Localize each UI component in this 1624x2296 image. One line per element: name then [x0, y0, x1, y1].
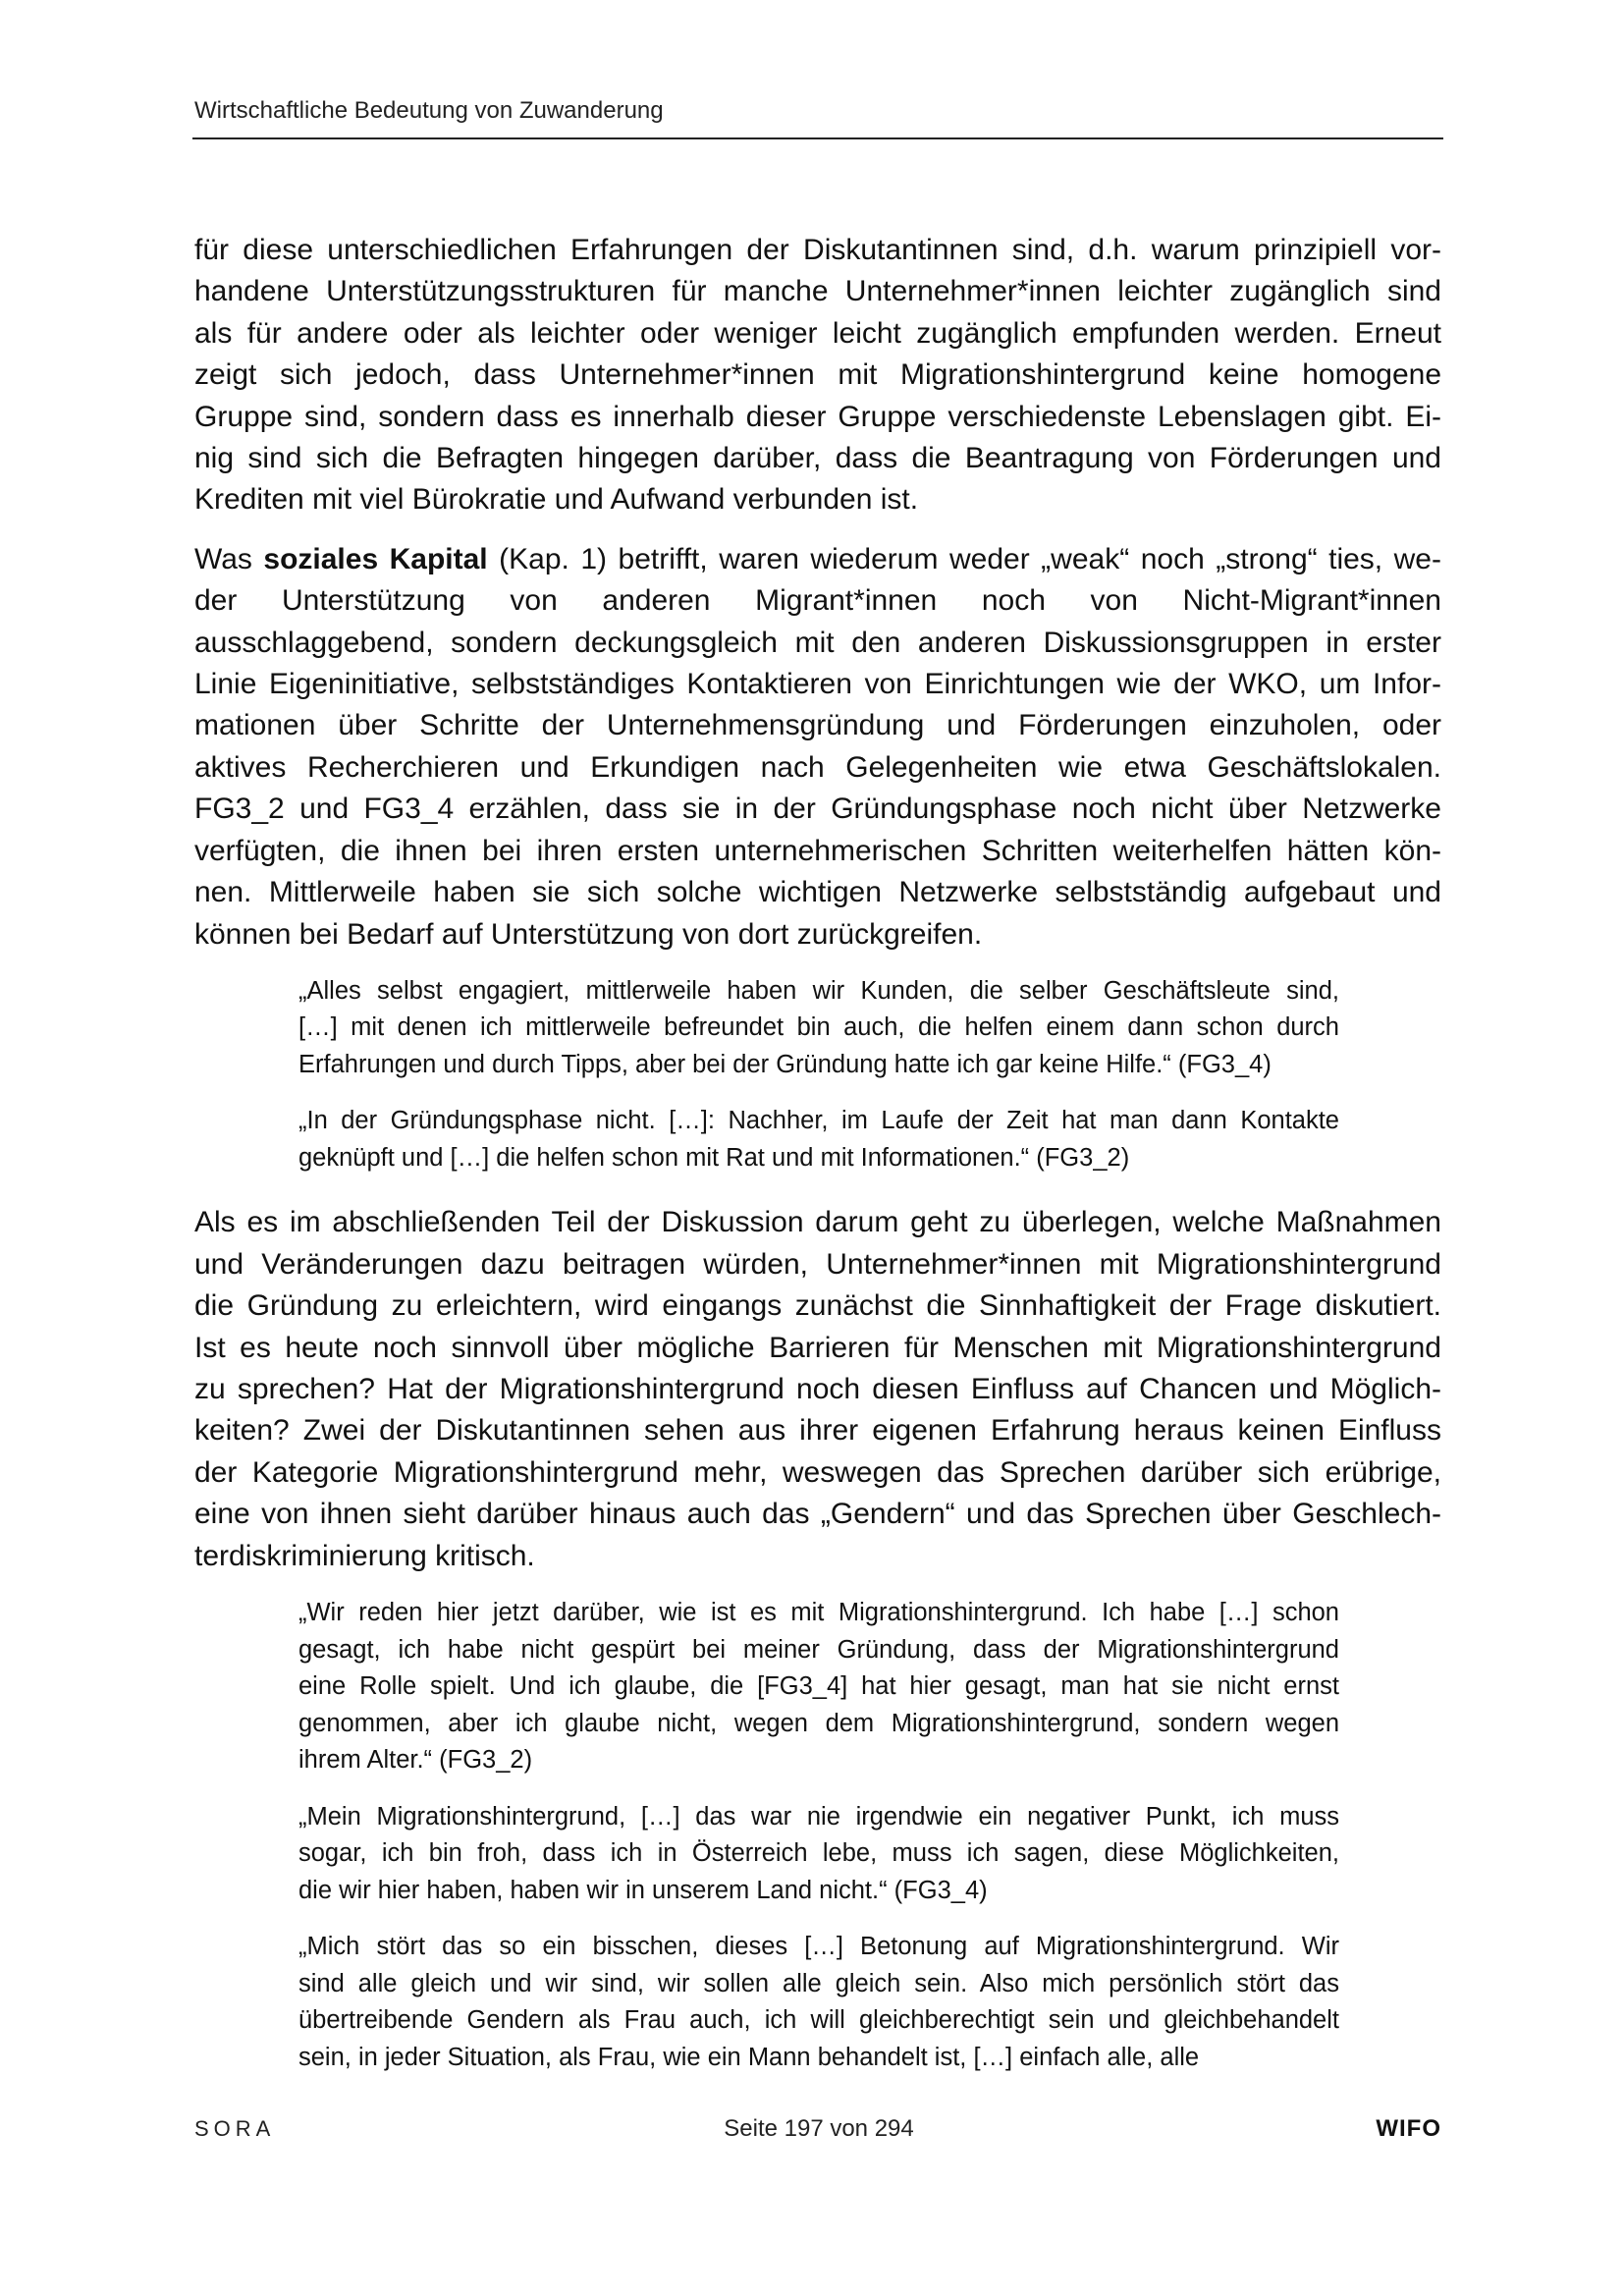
- text-line: zeigt sich jedoch, dass Unternehmer*innen mit Migrationshintergrund keine homogene: [194, 358, 1441, 392]
- quote-line: sind alle gleich und wir sind, wir sollen alle gleich sein. Also mich persönlich stört das: [298, 1969, 1339, 1997]
- text-line: Ist es heute noch sinnvoll über mögliche Barrieren für Menschen mit Migrationshintergrund: [194, 1331, 1441, 1364]
- text-line: verfügten, die ihnen bei ihren ersten unternehmerischen Schritten weiterhelfen hätten kön-: [194, 834, 1441, 867]
- text-line: und Veränderungen dazu beitragen würden, Unternehmer*innen mit Migrationshintergrund: [194, 1247, 1441, 1281]
- text-line: als für andere oder als leichter oder weniger leicht zugänglich empfunden werden. Erneut: [194, 316, 1441, 350]
- header-title: Wirtschaftliche Bedeutung von Zuwanderung: [194, 97, 664, 124]
- quote-line: übertreibende Gendern als Frau auch, ich will gleichberechtigt sein und gleichbehandelt: [298, 2006, 1339, 2035]
- quote-line: „Wir reden hier jetzt darüber, wie ist es mit Migrationshintergrund. Ich habe […] schon: [298, 1599, 1339, 1627]
- text-line: nen. Mittlerweile haben sie sich solche wichtigen Netzwerke selbstständig aufgebaut und: [194, 876, 1441, 909]
- quote-line: „Alles selbst engagiert, mittlerweile haben wir Kunden, die selber Geschäftsleute sind,: [298, 976, 1339, 1005]
- quote-line: ihrem Alter.“ (FG3_2): [298, 1746, 533, 1775]
- page-header: [192, 96, 1443, 139]
- quote-1: [298, 973, 1339, 1084]
- text-line: die Gründung zu erleichtern, wird eingangs zunächst die Sinnhaftigkeit der Frage diskutiert.: [194, 1289, 1441, 1323]
- text-line: keiten? Zwei der Diskutantinnen sehen aus ihrer eigenen Erfahrung heraus keinen Einfluss: [194, 1414, 1441, 1448]
- text-lead: Was: [194, 542, 264, 575]
- text-line: der Unterstützung von anderen Migrant*innen noch von Nicht-Migrant*innen: [194, 584, 1441, 618]
- quote-4: [298, 1799, 1339, 1910]
- quote-line: sogar, ich bin froh, dass ich in Österreich lebe, muss ich sagen, diese Möglichkeiten,: [298, 1839, 1339, 1868]
- quote-line: genommen, aber ich glaube nicht, wegen dem Migrationshintergrund, sondern wegen: [298, 1709, 1339, 1737]
- footer-institute-logo: WIFO: [1376, 2115, 1441, 2142]
- text-line: Linie Eigeninitiative, selbstständiges Kontaktieren von Einrichtungen wie der WKO, um Infor-: [194, 668, 1441, 701]
- text-line: Als es im abschließenden Teil der Diskussion darum geht zu überlegen, welche Maßnahmen: [194, 1206, 1441, 1239]
- quote-2: [298, 1103, 1339, 1176]
- quote-line: eine Rolle spielt. Und ich glaube, die [FG3_4] hat hier gesagt, man hat sie nicht ernst: [298, 1672, 1339, 1701]
- quote-line: geknüpft und […] die helfen schon mit Rat und mit Informationen.“ (FG3_2): [298, 1143, 1130, 1172]
- quote-line: Erfahrungen und durch Tipps, aber bei der Gründung hatte ich gar keine Hilfe.“ (FG3_4): [298, 1050, 1272, 1078]
- text-line: Gruppe sind, sondern dass es innerhalb dieser Gruppe verschiedenste Lebenslagen gibt. Ei-: [194, 400, 1441, 433]
- text-rest: (Kap. 1) betrifft, waren wiederum weder „weak“ noch „strong“ ties, we-: [487, 542, 1441, 575]
- text-line: terdiskriminierung kritisch.: [194, 1539, 535, 1572]
- text-line: mationen über Schritte der Unternehmensgründung und Förderungen einzuholen, oder: [194, 709, 1441, 742]
- quote-5: [298, 1929, 1339, 2076]
- text-line: für diese unterschiedlichen Erfahrungen der Diskutantinnen sind, d.h. warum prinzipiell vor-: [194, 234, 1441, 266]
- page-footer: [194, 2111, 1443, 2147]
- quote-line: die wir hier haben, haben wir in unserem Land nicht.“ (FG3_4): [298, 1876, 988, 1904]
- text-line: der Kategorie Migrationshintergrund mehr, weswegen das Sprechen darüber sich erübrige,: [194, 1455, 1441, 1489]
- text-line: nig sind sich die Befragten hingegen darüber, dass die Beantragung von Förderungen und: [194, 442, 1441, 475]
- quote-line: „In der Gründungsphase nicht. […]: Nachher, im Laufe der Zeit hat man dann Kontakte: [298, 1107, 1339, 1135]
- paragraph-3: [194, 1202, 1441, 1577]
- quote-line: sein, in jeder Situation, als Frau, wie ein Mann behandelt ist, […] einfach alle, alle: [298, 2043, 1200, 2071]
- quote-line: „Mich stört das so ein bisschen, dieses […] Betonung auf Migrationshintergrund. Wir: [298, 1933, 1339, 1961]
- text-line: aktives Recherchieren und Erkundigen nach Gelegenheiten wie etwa Geschäftslokalen.: [194, 750, 1441, 784]
- paragraph-2: [194, 539, 1441, 956]
- quote-line: gesagt, ich habe nicht gespürt bei meiner Gründung, dass der Migrationshintergrund: [298, 1635, 1339, 1664]
- text-line: können bei Bedarf auf Unterstützung von dort zurückgreifen.: [194, 917, 983, 951]
- text-line: ausschlaggebend, sondern deckungsgleich mit den anderen Diskussionsgruppen in erster: [194, 626, 1441, 659]
- quote-3: [298, 1595, 1339, 1779]
- footer-publisher-logo: SORA: [194, 2116, 276, 2141]
- text-line: handene Unterstützungsstrukturen für manche Unternehmer*innen leichter zugänglich sind: [194, 275, 1441, 308]
- text-line: Krediten mit viel Bürokratie und Aufwand verbunden ist.: [194, 483, 919, 517]
- footer-page-number: Seite 197 von 294: [724, 2115, 914, 2142]
- text-line: zu sprechen? Hat der Migrationshintergrund noch diesen Einfluss auf Chancen und Möglich-: [194, 1373, 1441, 1406]
- main-content: [194, 230, 1441, 2096]
- text-line: [194, 539, 1441, 580]
- quote-line: „Mein Migrationshintergrund, […] das war nie irgendwie ein negativer Punkt, ich muss: [298, 1802, 1339, 1831]
- quote-line: […] mit denen ich mittlerweile befreundet bin auch, die helfen einem dann schon durch: [298, 1013, 1339, 1042]
- paragraph-1: [194, 230, 1441, 521]
- text-line: FG3_2 und FG3_4 erzählen, dass sie in der Gründungsphase noch nicht über Netzwerke: [194, 793, 1441, 826]
- text-line: eine von ihnen sieht darüber hinaus auch das „Gendern“ und das Sprechen über Geschlech-: [194, 1498, 1441, 1531]
- bold-term: soziales Kapital: [263, 542, 488, 575]
